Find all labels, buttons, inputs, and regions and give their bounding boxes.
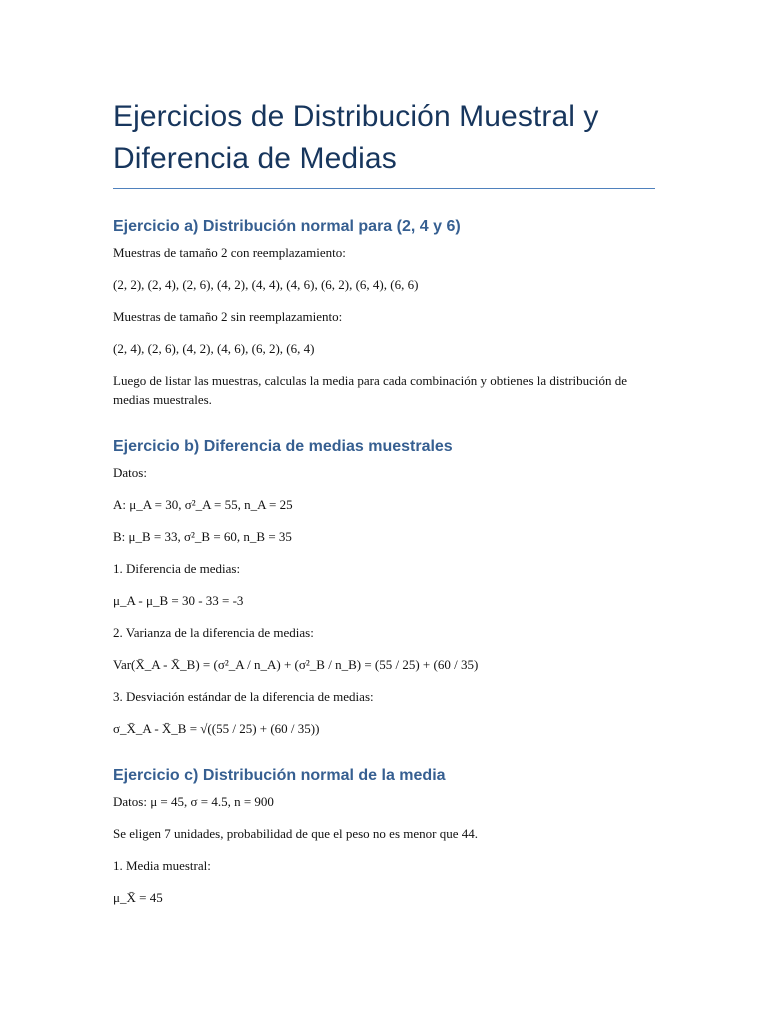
paragraph: μ_A - μ_B = 30 - 33 = -3 [113, 593, 244, 608]
paragraph: μ_X̄ = 45 [113, 890, 163, 905]
paragraph: B: μ_B = 33, σ²_B = 60, n_B = 35 [113, 529, 292, 544]
paragraph: Luego de listar las muestras, calculas la media para cada combinación y obtienes la distribución de medias muestrales. [113, 373, 628, 407]
section-heading: Ejercicio c) Distribución normal de la media [113, 767, 446, 784]
paragraph: Muestras de tamaño 2 sin reemplazamiento: [113, 309, 343, 324]
paragraph: Se eligen 7 unidades, probabilidad de que el peso no es menor que 44. [113, 826, 478, 841]
section-exercise-b [113, 437, 655, 738]
paragraph: 1. Media muestral: [113, 858, 211, 873]
section-heading: Ejercicio a) Distribución normal para (2, 4 y 6) [113, 218, 461, 235]
paragraph: 3. Desviación estándar de la diferencia de medias: [113, 689, 374, 704]
paragraph: A: μ_A = 30, σ²_A = 55, n_A = 25 [113, 497, 293, 512]
section-exercise-a [113, 217, 655, 409]
document-page [113, 96, 655, 907]
paragraph: 1. Diferencia de medias: [113, 561, 241, 576]
section-heading: Ejercicio b) Diferencia de medias muestrales [113, 438, 453, 455]
paragraph: Datos: [113, 465, 147, 480]
paragraph: Var(X̄_A - X̄_B) = (σ²_A / n_A) + (σ²_B / n_B) = (55 / 25) + (60 / 35) [113, 657, 479, 672]
paragraph: σ_X̄_A - X̄_B = √((55 / 25) + (60 / 35)) [113, 721, 320, 736]
document-title: Ejercicios de Distribución Muestral y Diferencia de Medias [113, 96, 655, 189]
paragraph: Datos: μ = 45, σ = 4.5, n = 900 [113, 794, 274, 809]
paragraph: Muestras de tamaño 2 con reemplazamiento: [113, 245, 346, 260]
paragraph: (2, 4), (2, 6), (4, 2), (4, 6), (6, 2), (6, 4) [113, 341, 315, 356]
paragraph: (2, 2), (2, 4), (2, 6), (4, 2), (4, 4), (4, 6), (6, 2), (6, 4), (6, 6) [113, 277, 419, 292]
paragraph: 2. Varianza de la diferencia de medias: [113, 625, 314, 640]
section-exercise-c [113, 766, 655, 907]
